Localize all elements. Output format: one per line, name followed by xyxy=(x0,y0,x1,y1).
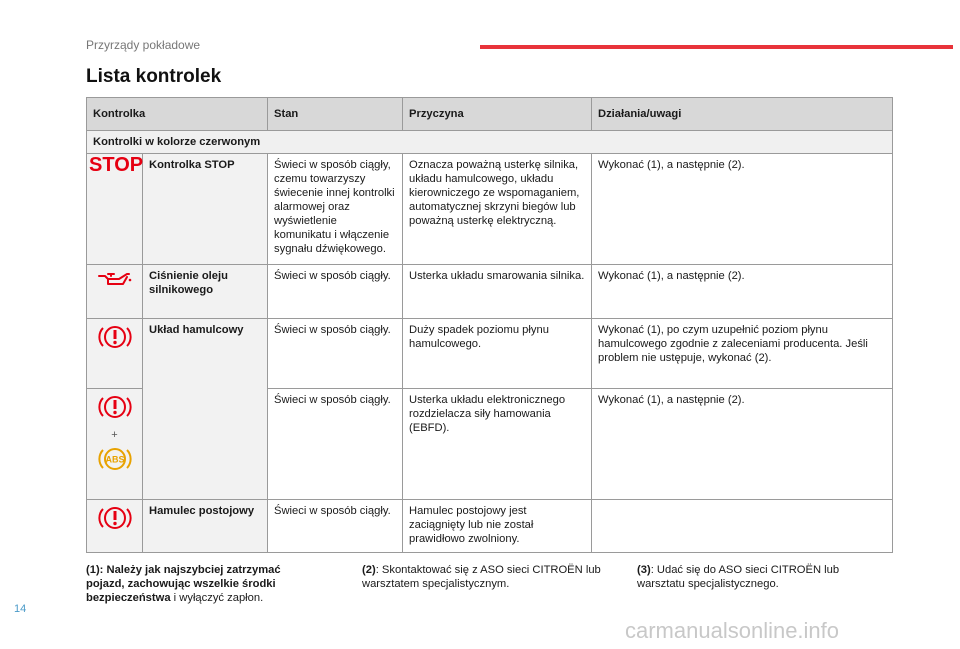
table-header-row xyxy=(87,98,893,131)
brake-abs-icon xyxy=(87,389,143,500)
lamp-name: Hamulec postojowy xyxy=(143,500,268,553)
lamp-name: Ciśnienie oleju silnikowego xyxy=(143,265,268,319)
parking-brake-icon xyxy=(87,500,143,553)
footnote-2-bold: (2) xyxy=(362,564,376,576)
running-header: Przyrządy pokładowe xyxy=(86,38,201,52)
lamp-state: Świeci w sposób ciągły. xyxy=(268,389,403,500)
table-row xyxy=(87,265,893,319)
oil-can-icon xyxy=(97,269,133,287)
table-row xyxy=(87,319,893,389)
lamp-action: Wykonać (1), a następnie (2). xyxy=(592,154,893,265)
footnote-1-bold: (1): Należy jak najszybciej zatrzymać pojazd, zachowując wszelkie środki bezpieczeństwa xyxy=(86,564,281,604)
lamp-cause: Oznacza poważną usterkę silnika, układu hamulcowego, układu kierowniczego ze wspomaganiem, automatycznej skrzyni biegów lub poważną usterkę elektryczną. xyxy=(403,154,592,265)
lamp-cause: Usterka układu smarowania silnika. xyxy=(403,265,592,319)
oil-pressure-icon xyxy=(87,265,143,319)
column-header-state: Stan xyxy=(268,98,403,131)
footnote-3-text: : Udać się do ASO sieci CITROËN lub warsztatu specjalistycznego. xyxy=(637,564,840,590)
lamp-state: Świeci w sposób ciągły. xyxy=(268,265,403,319)
lamp-action: Wykonać (1), po czym uzupełnić poziom płynu hamulcowego zgodnie z zaleceniami producenta. Jeśli problem nie ustępuje, wykonać (2). xyxy=(592,319,893,389)
page-number: 14 xyxy=(14,603,27,615)
table-row xyxy=(87,500,893,553)
abs-icon xyxy=(98,445,132,473)
lamp-cause: Hamulec postojowy jest zaciągnięty lub nie został prawidłowo zwolniony. xyxy=(403,500,592,553)
brake-warning-icon xyxy=(87,319,143,389)
section-title: Kontrolki w kolorze czerwonym xyxy=(87,131,893,154)
lamp-action xyxy=(592,500,893,553)
brake-exclamation-icon xyxy=(98,504,132,532)
stop-warning-icon xyxy=(87,154,143,265)
watermark: carmanualsonline.info xyxy=(625,618,840,643)
footnote-3-bold: (3) xyxy=(637,564,651,576)
lamp-action: Wykonać (1), a następnie (2). xyxy=(592,265,893,319)
column-header-lamp: Kontrolka xyxy=(87,98,268,131)
lamp-cause: Duży spadek poziomu płynu hamulcowego. xyxy=(403,319,592,389)
stop-icon-text: STOP xyxy=(89,154,144,176)
abs-label: ABS xyxy=(104,454,125,465)
footnote-3 xyxy=(637,563,877,591)
brake-exclamation-icon xyxy=(98,393,132,421)
footnote-1-text: i wyłączyć zapłon. xyxy=(170,592,264,604)
lamp-name: Układ hamulcowy xyxy=(143,319,268,500)
lamp-name: Kontrolka STOP xyxy=(143,154,268,265)
column-header-action: Działania/uwagi xyxy=(592,98,893,131)
lamp-cause: Usterka układu elektronicznego rozdzielacza siły hamowania (EBFD). xyxy=(403,389,592,500)
footnote-1 xyxy=(86,563,311,605)
footnote-2-text: : Skontaktować się z ASO sieci CITROËN lub warsztatem specjalistycznym. xyxy=(362,564,601,590)
footnote-2 xyxy=(362,563,612,591)
section-row-red xyxy=(87,131,893,154)
brake-exclamation-icon xyxy=(98,323,132,351)
lamp-state: Świeci w sposób ciągły, czemu towarzyszy świecenie innej kontrolki alarmowej oraz wyświetlenie komunikatu i włączenie sygnału dźwiękowego. xyxy=(268,154,403,265)
lamp-state: Świeci w sposób ciągły. xyxy=(268,319,403,389)
table-row xyxy=(87,154,893,265)
column-header-cause: Przyczyna xyxy=(403,98,592,131)
lamp-state: Świeci w sposób ciągły. xyxy=(268,500,403,553)
header-accent-bar xyxy=(480,45,953,49)
warning-lamps-table xyxy=(86,97,893,553)
page-title: Lista kontrolek xyxy=(86,66,222,87)
plus-sign: + xyxy=(111,429,118,441)
lamp-action: Wykonać (1), a następnie (2). xyxy=(592,389,893,500)
